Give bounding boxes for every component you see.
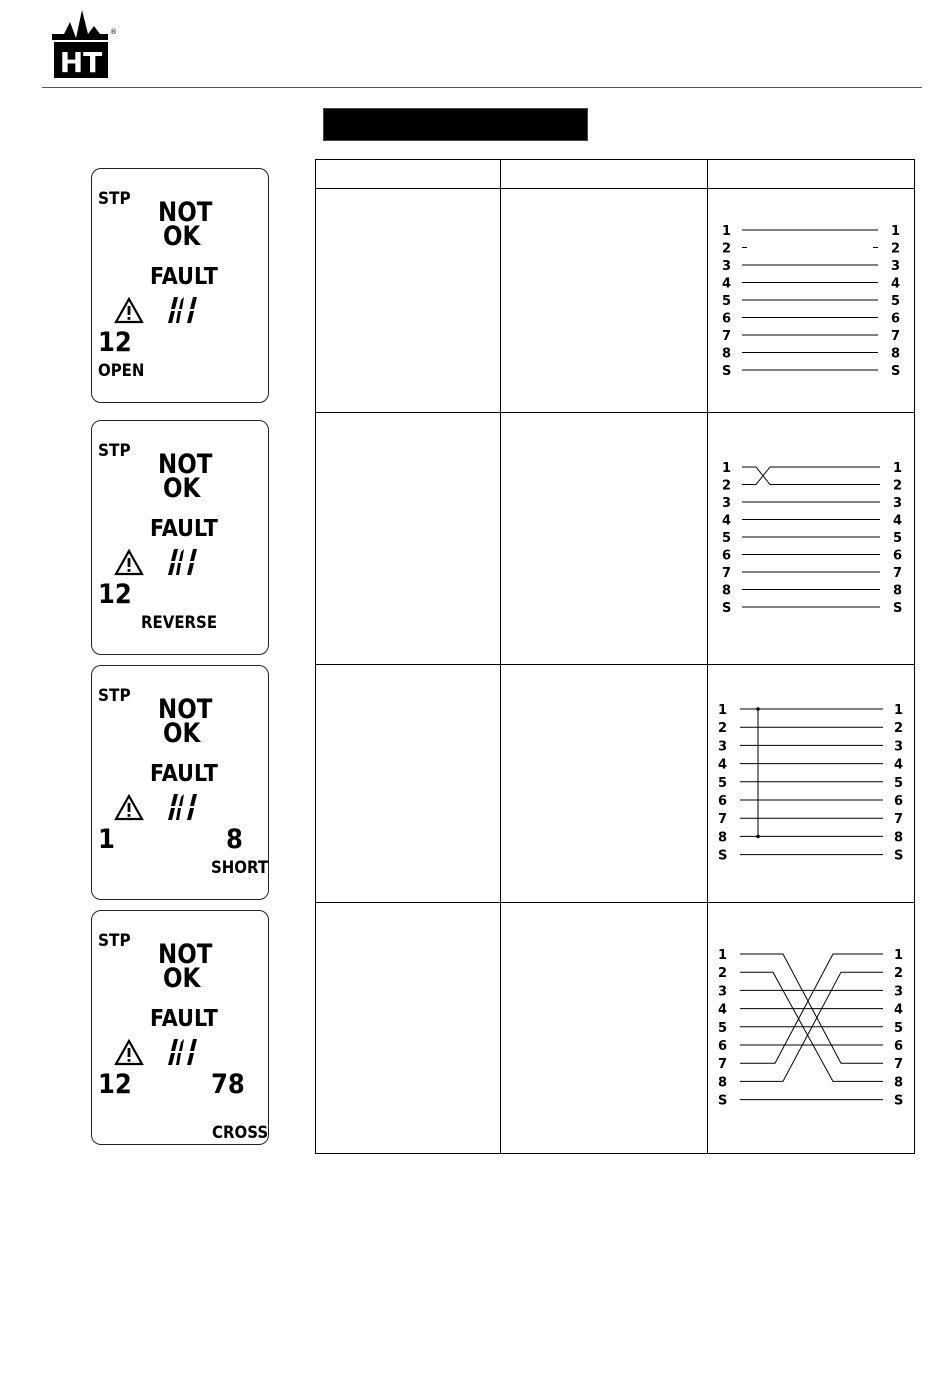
svg-text:7: 7	[722, 566, 732, 581]
svg-text:5: 5	[722, 531, 732, 546]
svg-text:8: 8	[718, 1075, 728, 1091]
segment-digit-icon	[168, 1038, 198, 1066]
segment-digit-icon	[168, 548, 198, 576]
svg-text:2: 2	[718, 966, 728, 982]
svg-text:S: S	[894, 1093, 904, 1109]
logo-text: HT	[59, 46, 103, 79]
svg-text:5: 5	[894, 775, 904, 791]
svg-text:1: 1	[891, 224, 901, 239]
fault-mode-label: CROSS	[212, 1123, 269, 1143]
svg-text:6: 6	[893, 548, 903, 564]
pair-number-right: 8	[226, 824, 243, 855]
svg-text:8: 8	[894, 830, 904, 846]
svg-text:4: 4	[894, 1002, 904, 1018]
not-label: NOT	[158, 197, 213, 228]
svg-text:1: 1	[718, 703, 728, 718]
svg-text:6: 6	[718, 794, 728, 809]
pair-number-left: 1	[98, 824, 115, 855]
stp-label: STP	[98, 189, 131, 209]
registered-mark: ®	[110, 28, 117, 36]
not-label: NOT	[158, 939, 213, 970]
svg-text:S: S	[894, 848, 904, 864]
fault-label: FAULT	[150, 516, 218, 542]
fault-mode-label: REVERSE	[141, 613, 218, 633]
svg-text:2: 2	[893, 478, 903, 494]
not-label: NOT	[158, 449, 213, 480]
svg-text:4: 4	[893, 513, 903, 529]
right-pin-labels	[894, 948, 903, 1109]
svg-text:5: 5	[718, 775, 728, 791]
svg-text:5: 5	[718, 1020, 728, 1036]
svg-text:6: 6	[894, 794, 904, 809]
svg-text:5: 5	[722, 294, 732, 309]
row-divider	[316, 664, 914, 665]
svg-text:4: 4	[718, 1002, 728, 1018]
svg-text:2: 2	[894, 721, 904, 737]
left-pin-labels	[718, 948, 727, 1109]
table-header-1	[322, 162, 494, 187]
svg-text:8: 8	[722, 583, 732, 599]
svg-text:3: 3	[718, 984, 728, 1000]
svg-text:4: 4	[722, 513, 732, 529]
svg-text:2: 2	[718, 721, 728, 737]
svg-text:5: 5	[891, 294, 901, 309]
column-divider	[500, 160, 501, 1153]
svg-text:2: 2	[722, 478, 732, 494]
svg-text:2: 2	[891, 241, 901, 257]
svg-text:2: 2	[894, 966, 904, 982]
warning-icon	[114, 1039, 144, 1066]
svg-text:1: 1	[722, 461, 732, 476]
svg-text:S: S	[718, 1093, 728, 1109]
svg-text:S: S	[722, 364, 732, 379]
right-pin-labels	[891, 224, 900, 379]
warning-icon	[114, 549, 144, 576]
warning-icon	[114, 297, 144, 324]
svg-text:3: 3	[891, 259, 901, 274]
svg-text:S: S	[893, 601, 903, 616]
ht-logo	[50, 8, 117, 80]
header-row-divider	[316, 188, 914, 189]
ok-label: OK	[163, 473, 201, 504]
pair-number: 12	[98, 327, 132, 358]
svg-text:8: 8	[893, 583, 903, 599]
fault-label: FAULT	[150, 1006, 218, 1032]
stp-label: STP	[98, 686, 131, 706]
left-pin-labels	[722, 461, 731, 616]
svg-text:7: 7	[891, 329, 901, 344]
lcd-display-short	[91, 665, 269, 900]
svg-text:S: S	[722, 601, 732, 616]
svg-text:1: 1	[894, 948, 904, 963]
lcd-display-reverse	[91, 420, 269, 655]
fault-mode-label: OPEN	[98, 361, 145, 381]
svg-text:1: 1	[718, 948, 728, 963]
svg-text:S: S	[718, 848, 728, 864]
svg-text:6: 6	[722, 548, 732, 564]
svg-text:7: 7	[894, 1057, 904, 1073]
svg-text:7: 7	[718, 1057, 728, 1073]
svg-text:4: 4	[722, 276, 732, 292]
warning-icon	[114, 794, 144, 821]
stp-label: STP	[98, 441, 131, 461]
svg-text:3: 3	[893, 496, 903, 511]
row-divider	[316, 902, 914, 903]
svg-text:6: 6	[722, 311, 732, 327]
svg-text:3: 3	[722, 496, 732, 511]
fault-label: FAULT	[150, 264, 218, 290]
table-header-3	[713, 162, 909, 187]
left-pin-labels	[722, 224, 731, 379]
svg-text:4: 4	[718, 757, 728, 773]
svg-text:5: 5	[894, 1020, 904, 1036]
svg-text:8: 8	[722, 346, 732, 362]
svg-text:5: 5	[893, 531, 903, 546]
svg-text:7: 7	[894, 812, 904, 828]
wiring-diagram-reverse	[716, 457, 906, 617]
svg-text:6: 6	[894, 1039, 904, 1054]
svg-text:3: 3	[894, 739, 904, 755]
row-divider	[316, 412, 914, 413]
svg-text:2: 2	[722, 241, 732, 257]
stp-label: STP	[98, 931, 131, 951]
svg-text:7: 7	[722, 329, 732, 344]
svg-text:8: 8	[891, 346, 901, 362]
right-pin-labels	[893, 461, 902, 616]
svg-text:3: 3	[894, 984, 904, 1000]
wiring-diagram-short	[713, 699, 908, 864]
section-title-bar	[323, 108, 588, 141]
svg-text:3: 3	[722, 259, 732, 274]
svg-text:7: 7	[718, 812, 728, 828]
svg-text:1: 1	[893, 461, 903, 476]
header-divider	[42, 87, 922, 88]
svg-text:S: S	[891, 364, 901, 379]
lcd-display-open	[91, 168, 269, 403]
svg-text:4: 4	[891, 276, 901, 292]
svg-text:1: 1	[894, 703, 904, 718]
pair-number-left: 12	[98, 1069, 132, 1100]
wiring-diagram-open	[716, 220, 906, 380]
right-pin-labels	[894, 703, 903, 864]
svg-text:4: 4	[894, 757, 904, 773]
ok-label: OK	[163, 718, 201, 749]
fault-mode-label: SHORT	[211, 858, 269, 878]
svg-text:6: 6	[891, 311, 901, 327]
svg-text:1: 1	[722, 224, 732, 239]
segment-digit-icon	[168, 296, 198, 324]
ok-label: OK	[163, 221, 201, 252]
svg-text:3: 3	[718, 739, 728, 755]
column-divider	[707, 160, 708, 1153]
svg-text:8: 8	[718, 830, 728, 846]
not-label: NOT	[158, 694, 213, 725]
pair-number: 12	[98, 579, 132, 610]
pair-number-right: 78	[211, 1069, 245, 1100]
table-header-2	[506, 162, 702, 187]
ok-label: OK	[163, 963, 201, 994]
svg-text:8: 8	[894, 1075, 904, 1091]
fault-label: FAULT	[150, 761, 218, 787]
lcd-display-cross	[91, 910, 269, 1145]
svg-text:6: 6	[718, 1039, 728, 1054]
segment-digit-icon	[168, 793, 198, 821]
left-pin-labels	[718, 703, 727, 864]
svg-text:7: 7	[893, 566, 903, 581]
wiring-diagram-cross	[713, 944, 908, 1109]
